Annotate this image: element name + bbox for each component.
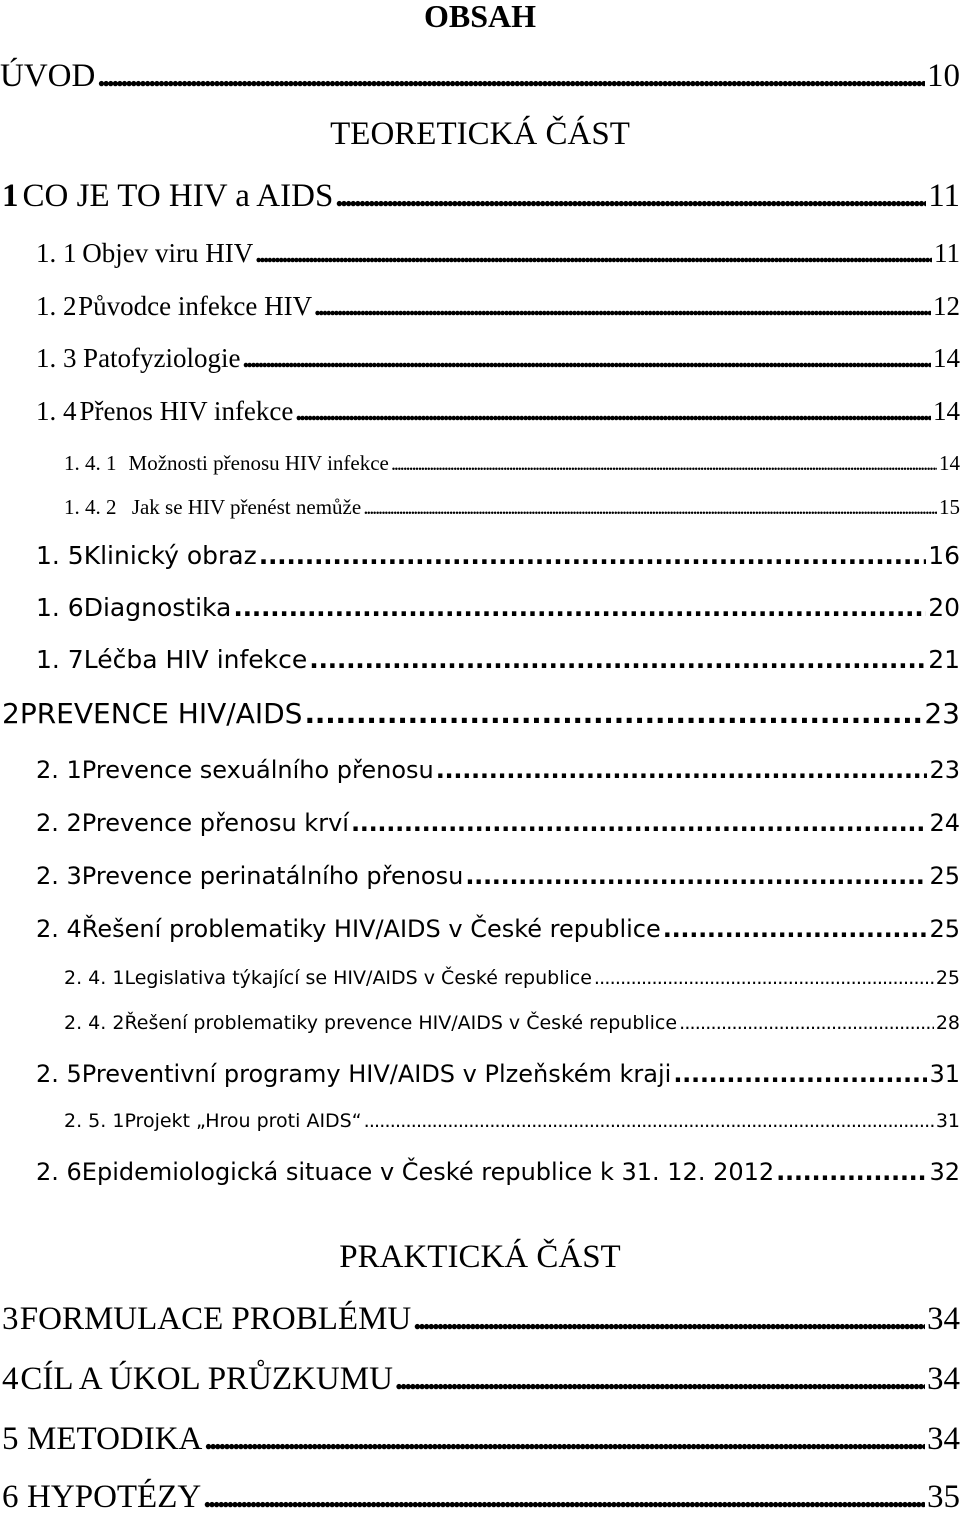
dot-leader — [663, 917, 928, 941]
toc-entry-label: HYPOTÉZY — [27, 1479, 202, 1515]
toc-entry-number: 2. 4 — [36, 915, 82, 943]
toc-entry-page: 24 — [929, 809, 960, 837]
toc-entry-subsection[interactable] — [64, 1014, 960, 1033]
toc-entry-section[interactable] — [36, 1160, 960, 1184]
toc-title: OBSAH — [423, 0, 537, 34]
toc-entry-number: 6 — [2, 1479, 19, 1515]
toc-entry-section[interactable] — [36, 864, 960, 888]
dot-leader — [679, 1014, 934, 1033]
toc-entry-chapter[interactable] — [2, 697, 960, 730]
toc-entry-section[interactable] — [36, 345, 960, 372]
toc-entry-number: 2. 5 — [36, 1060, 82, 1088]
toc-entry-label: Léčba HIV infekce — [83, 645, 308, 674]
dot-leader — [363, 497, 937, 518]
toc-entry-chapter[interactable] — [2, 1481, 960, 1514]
toc-entry-label: CÍL A ÚKOL PRŮZKUMU — [20, 1361, 393, 1397]
toc-entry-chapter[interactable] — [2, 1303, 960, 1336]
toc-entry-page: 15 — [939, 495, 960, 519]
toc-entry-page: 34 — [927, 1301, 960, 1337]
section-heading-theory: TEORETICKÁ ČÁST — [330, 116, 630, 152]
toc-entry-number: 1. 7 — [36, 645, 84, 674]
dot-leader — [259, 543, 926, 568]
toc-entry-label: Klinický obraz — [83, 541, 257, 570]
toc-entry-page: 25 — [929, 862, 960, 890]
toc-entry-number: 2. 5. 1 — [64, 1110, 125, 1132]
toc-entry-page: 31 — [935, 1110, 960, 1132]
toc-entry-chapter[interactable] — [2, 1423, 960, 1456]
dot-leader — [673, 1062, 927, 1086]
dot-leader — [97, 60, 925, 93]
toc-entry-label: Projekt „Hrou proti AIDS“ — [124, 1110, 362, 1132]
dot-leader — [776, 1160, 927, 1184]
toc-entry-label: Řešení problematiky HIV/AIDS v České republice — [81, 915, 661, 943]
toc-entry-label: Prevence přenosu krví — [81, 809, 349, 837]
toc-entry-page: 32 — [929, 1158, 960, 1186]
toc-entry-section[interactable] — [36, 917, 960, 941]
toc-entry-number: 2. 1 — [36, 756, 82, 784]
toc-entry-label: Epidemiologická situace v České republice k 31. 12. 2012 — [81, 1158, 775, 1186]
toc-entry-section[interactable] — [36, 595, 960, 620]
toc-entry-page: 23 — [924, 697, 960, 730]
toc-entry-number: 2. 4. 1 — [64, 967, 125, 989]
toc-entry-section[interactable] — [36, 647, 960, 672]
toc-entry-page: 31 — [929, 1060, 960, 1088]
dot-leader — [309, 647, 926, 672]
toc-entry-page: 14 — [939, 451, 960, 475]
toc-entry-page: 25 — [929, 915, 960, 943]
toc-entry-label: Původce infekce HIV — [78, 291, 313, 321]
toc-entry-number: 1. 6 — [36, 593, 84, 622]
toc-entry-page: 28 — [935, 1012, 960, 1034]
dot-leader — [413, 1303, 925, 1336]
toc-entry-number: 1. 3 — [36, 343, 77, 373]
toc-entry-subsection[interactable] — [64, 497, 960, 518]
toc-entry-label: Diagnostika — [83, 593, 232, 622]
toc-entry-chapter[interactable] — [2, 1363, 960, 1396]
dot-leader — [594, 969, 934, 988]
toc-entry-number: 1. 5 — [36, 541, 84, 570]
toc-entry-page: 21 — [928, 645, 960, 674]
toc-entry-label: ÚVOD — [0, 58, 96, 94]
toc-entry-section[interactable] — [36, 398, 960, 425]
dot-leader — [335, 180, 926, 213]
toc-entry-label: Patofyziologie — [83, 343, 241, 373]
toc-entry-number: 2. 6 — [36, 1158, 82, 1186]
toc-entry-number: 2. 4. 2 — [64, 1012, 125, 1034]
dot-leader — [391, 453, 937, 474]
toc-entry-section[interactable] — [36, 543, 960, 568]
toc-entry-page: 16 — [928, 541, 960, 570]
toc-entry-number: 1. 2 — [36, 291, 77, 321]
toc-entry-page: 23 — [929, 756, 960, 784]
toc-entry-label: CO JE TO HIV a AIDS — [22, 178, 334, 214]
toc-entry-number: 2. 3 — [36, 862, 82, 890]
dot-leader — [233, 595, 926, 620]
toc-entry-number: 2. 2 — [36, 809, 82, 837]
toc-entry-page: 11 — [928, 178, 960, 214]
toc-entry-number: 2 — [2, 697, 20, 730]
toc-entry-number: 4 — [2, 1361, 19, 1397]
toc-entry-number: 5 — [2, 1421, 19, 1457]
toc-entry-page: 20 — [928, 593, 960, 622]
toc-entry-label: PREVENCE HIV/AIDS — [19, 697, 303, 730]
toc-entry-label: Prevence perinatálního přenosu — [81, 862, 464, 890]
toc-entry-subsection[interactable] — [64, 969, 960, 988]
toc-entry-page: 11 — [934, 238, 960, 268]
toc-entry-page: 34 — [927, 1361, 960, 1397]
toc-entry-section[interactable] — [36, 293, 960, 320]
dot-leader — [243, 345, 931, 372]
toc-entry-label: METODIKA — [27, 1421, 203, 1457]
toc-entry-section[interactable] — [36, 240, 960, 267]
toc-entry-number: 3 — [2, 1301, 19, 1337]
section-heading-practice: PRAKTICKÁ ČÁST — [339, 1239, 621, 1275]
toc-entry-subsection[interactable] — [64, 453, 960, 474]
dot-leader — [395, 1363, 925, 1396]
toc-entry-label: Možnosti přenosu HIV infekce — [128, 451, 389, 475]
dot-leader — [364, 1112, 934, 1131]
toc-entry-label: Řešení problematiky prevence HIV/AIDS v České republice — [124, 1012, 678, 1034]
toc-entry-subsection[interactable] — [64, 1112, 960, 1131]
toc-entry-label: Prevence sexuálního přenosu — [81, 756, 434, 784]
dot-leader — [295, 398, 931, 425]
toc-entry-label: Legislativa týkající se HIV/AIDS v České republice — [124, 967, 592, 989]
dot-leader — [465, 864, 927, 888]
toc-entry-page: 10 — [927, 58, 960, 94]
toc-entry-number: 1. 4. 1 — [64, 451, 117, 475]
toc-entry-number: 1. 4. 2 — [64, 495, 117, 519]
toc-entry-label: Přenos HIV infekce — [79, 396, 294, 426]
dot-leader — [203, 1481, 925, 1514]
toc-entry-page: 25 — [935, 967, 960, 989]
dot-leader — [204, 1423, 925, 1456]
toc-entry-page: 34 — [927, 1421, 960, 1457]
toc-entry-section[interactable] — [36, 758, 960, 782]
toc-entry-number: 1. 1 — [36, 238, 77, 268]
toc-entry-chapter[interactable] — [2, 180, 960, 213]
toc-entry-label: Objev viru HIV — [82, 238, 254, 268]
toc-entry-page: 14 — [933, 343, 960, 373]
dot-leader — [436, 758, 928, 782]
toc-entry-section[interactable] — [36, 1062, 960, 1086]
toc-entry-page: 35 — [927, 1479, 960, 1515]
dot-leader — [351, 811, 928, 835]
dot-leader — [255, 240, 932, 267]
toc-entry-label: FORMULACE PROBLÉMU — [19, 1301, 412, 1337]
dot-leader — [314, 293, 931, 320]
toc-entry-section[interactable] — [36, 811, 960, 835]
toc-entry-number: 1 — [2, 178, 19, 214]
toc-entry-label: Preventivní programy HIV/AIDS v Plzeňském kraji — [81, 1060, 672, 1088]
toc-entry-page: 12 — [933, 291, 960, 321]
toc-entry-intro[interactable] — [0, 60, 960, 93]
dot-leader — [304, 700, 922, 728]
toc-entry-number: 1. 4 — [36, 396, 77, 426]
toc-entry-page: 14 — [933, 396, 960, 426]
toc-entry-label: Jak se HIV přenést nemůže — [131, 495, 362, 519]
